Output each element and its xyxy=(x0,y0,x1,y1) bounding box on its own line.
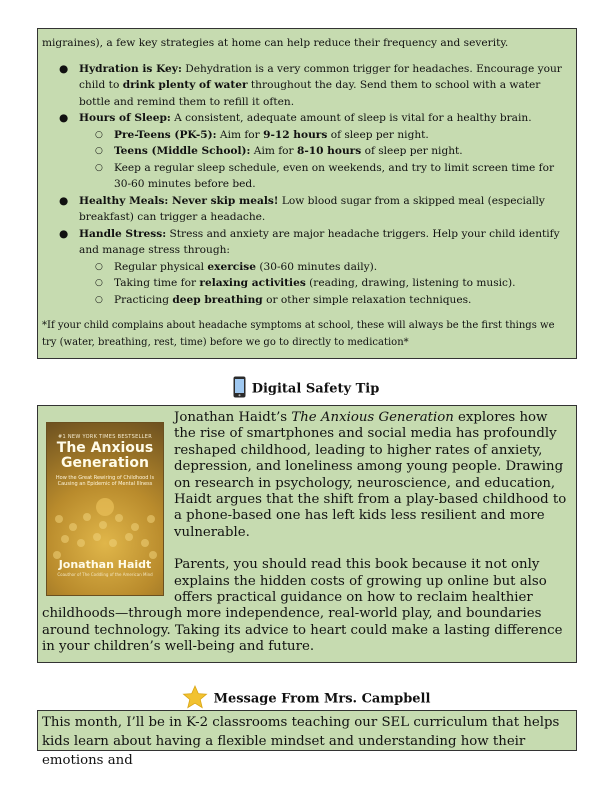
circle-bullet-icon: ○ xyxy=(95,261,103,272)
list-item-meals: ● Healthy Meals: Never skip meals! Low blood sugar from a skipped meal (especially breakfast) can trigger a headache. xyxy=(59,194,545,223)
list-item-hydration: ● Hydration is Key: Dehydration is a very common trigger for headaches. Encourage your child to drink plenty of water throughout the day. Send them to school with a water bottle and remind them to refill it often. xyxy=(59,62,562,108)
bullet-icon: ● xyxy=(59,227,69,240)
medication-note: *If your child complains about headache symptoms at school, these will always be the first things we try (water, breathing, rest, time) before we go to directly to medication* xyxy=(42,320,555,348)
list-item-sleep: ● Hours of Sleep: A consistent, adequate amount of sleep is vital for a healthy brain. xyxy=(42,110,572,127)
book-paragraph-1: Jonathan Haidt’s The Anxious Generation explores how the rise of smartphones and social media has profoundly reshaped childhood, leading to higher rates of anxiety, depression, and loneliness among young people. Drawing on research in psychology, neuroscience, and education, Haidt argues that the shift from a play-based childhood to a phone-based one has left kids less resilient and more vulnerable. xyxy=(174,410,567,540)
message-heading: Message From Mrs. Campbell xyxy=(0,685,612,713)
list-item-stress: ● Handle Stress: Stress and anxiety are major headache triggers. Help your child identify and manage stress through: xyxy=(59,227,560,256)
bullet-icon: ● xyxy=(59,194,69,207)
cover-title: The Anxious Generation xyxy=(56,440,154,471)
cover-footer: Coauthor of The Coddling of the American Mind xyxy=(57,571,153,577)
cover-badge: #1 NEW YORK TIMES BESTSELLER xyxy=(58,434,152,440)
list-item-exercise: ○ Regular physical exercise (30-60 minutes daily). xyxy=(42,259,572,276)
message-box xyxy=(37,710,577,768)
list-item-preteens-sleep: ○ Pre-Teens (PK-5): Aim for 9-12 hours of sleep per night. xyxy=(42,127,572,144)
list-item-sleep-schedule: ○ Keep a regular sleep schedule, even on weekends, and try to limit screen time for 30-60 minutes before bed. xyxy=(95,161,555,190)
book-cover-image xyxy=(46,422,164,596)
list-item-relaxing: ○ Taking time for relaxing activities (reading, drawing, listening to music). xyxy=(42,275,572,292)
health-tips-box xyxy=(37,28,577,359)
bullet-icon: ● xyxy=(59,112,69,124)
mobile-phone-icon xyxy=(233,376,246,402)
digital-safety-heading: Digital Safety Tip xyxy=(0,376,612,402)
book-paragraph-2: Parents, you should read this book because it not only explains the hidden costs of growing up online but also offers practical guidance on how to reclaim healthier childhoods—through more independence, real-world play, and boundaries around technology. Taking its advice to heart could make a lasting difference in your children’s well-being and future. xyxy=(42,557,563,655)
cover-author: Jonathan Haidt xyxy=(58,557,152,571)
list-item-breathing: ○ Practicing deep breathing or other simple relaxation techniques. xyxy=(42,292,572,309)
cover-subtitle: How the Great Rewiring of Childhood Is Causing an Epidemic of Mental Illness xyxy=(55,475,155,487)
health-tips-list xyxy=(42,61,572,309)
circle-bullet-icon: ○ xyxy=(95,278,103,288)
digital-safety-box xyxy=(37,405,577,663)
circle-bullet-icon: ○ xyxy=(95,129,103,140)
star-icon xyxy=(182,685,208,713)
circle-bullet-icon: ○ xyxy=(95,162,103,173)
health-intro: migraines), a few key strategies at home can help reduce their frequency and severity. xyxy=(42,37,509,49)
list-item-teens-sleep: ○ Teens (Middle School): Aim for 8-10 hours of sleep per night. xyxy=(42,143,572,160)
bullet-icon: ● xyxy=(59,62,69,75)
circle-bullet-icon: ○ xyxy=(95,146,103,156)
circle-bullet-icon: ○ xyxy=(95,294,103,305)
message-text: This month, I’ll be in K-2 classrooms teaching our SEL curriculum that helps kids learn about having a flexible mindset and understanding how their emotions and xyxy=(42,715,560,768)
